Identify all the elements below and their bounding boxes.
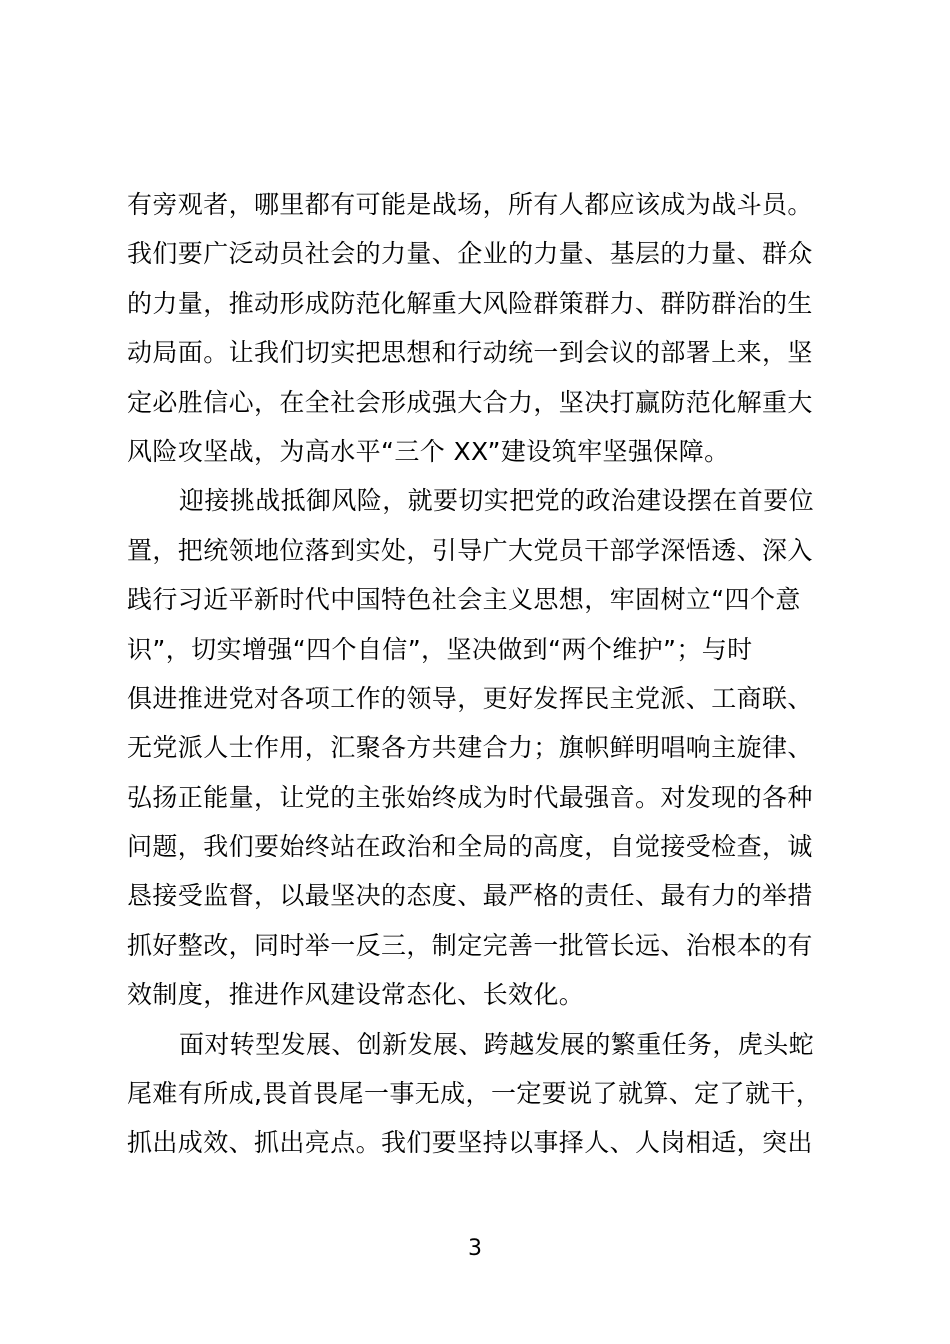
text-line: 置，把统领地位落到实处，引导广大党员干部学深悟透、深入 xyxy=(127,535,813,565)
text-line: 的力量，推动形成防范化解重大风险群策群力、群防群治的生 xyxy=(127,288,813,318)
text-line: 俱进推进党对各项工作的领导，更好发挥民主党派、工商联、 xyxy=(127,683,813,713)
text-line: 我们要广泛动员社会的力量、企业的力量、基层的力量、群众 xyxy=(127,239,813,269)
text-line: 抓出成效、抓出亮点。我们要坚持以事择人、人岗相适，突出 xyxy=(127,1128,813,1158)
text-line: 问题，我们要始终站在政治和全局的高度，自觉接受检查，诚 xyxy=(127,832,813,862)
text-line: 识”，切实增强“四个自信”，坚决做到“两个维护”；与时 xyxy=(127,634,753,664)
body-text xyxy=(127,180,837,1168)
paragraph-first-line: 面对转型发展、创新发展、跨越发展的繁重任务，虎头蛇 xyxy=(179,1029,815,1059)
text-line: 无党派人士作用，汇聚各方共建合力；旗帜鲜明唱响主旋律、 xyxy=(127,733,813,763)
text-line: 恳接受监督，以最坚决的态度、最严格的责任、最有力的举措 xyxy=(127,881,813,911)
text-line: 弘扬正能量，让党的主张始终成为时代最强音。对发现的各种 xyxy=(127,782,813,812)
paragraph-first-line: 迎接挑战抵御风险，就要切实把党的政治建设摆在首要位 xyxy=(179,486,815,516)
text-line: 效制度，推进作风建设常态化、长效化。 xyxy=(127,980,585,1010)
text-line: 风险攻坚战，为高水平“三个 XX”建设筑牢坚强保障。 xyxy=(127,436,730,466)
text-line: 尾难有所成,畏首畏尾一事无成，一定要说了就算、定了就干， xyxy=(127,1079,822,1109)
text-line: 定必胜信心，在全社会形成强大合力，坚决打赢防范化解重大 xyxy=(127,387,813,417)
text-line: 抓好整改，同时举一反三，制定完善一批管长远、治根本的有 xyxy=(127,930,813,960)
text-line: 践行习近平新时代中国特色社会主义思想，牢固树立“四个意 xyxy=(127,585,801,615)
page-number: 3 xyxy=(468,1236,482,1261)
text-line: 动局面。让我们切实把思想和行动统一到会议的部署上来，坚 xyxy=(127,338,813,368)
text-line: 有旁观者，哪里都有可能是战场，所有人都应该成为战斗员。 xyxy=(127,190,813,219)
